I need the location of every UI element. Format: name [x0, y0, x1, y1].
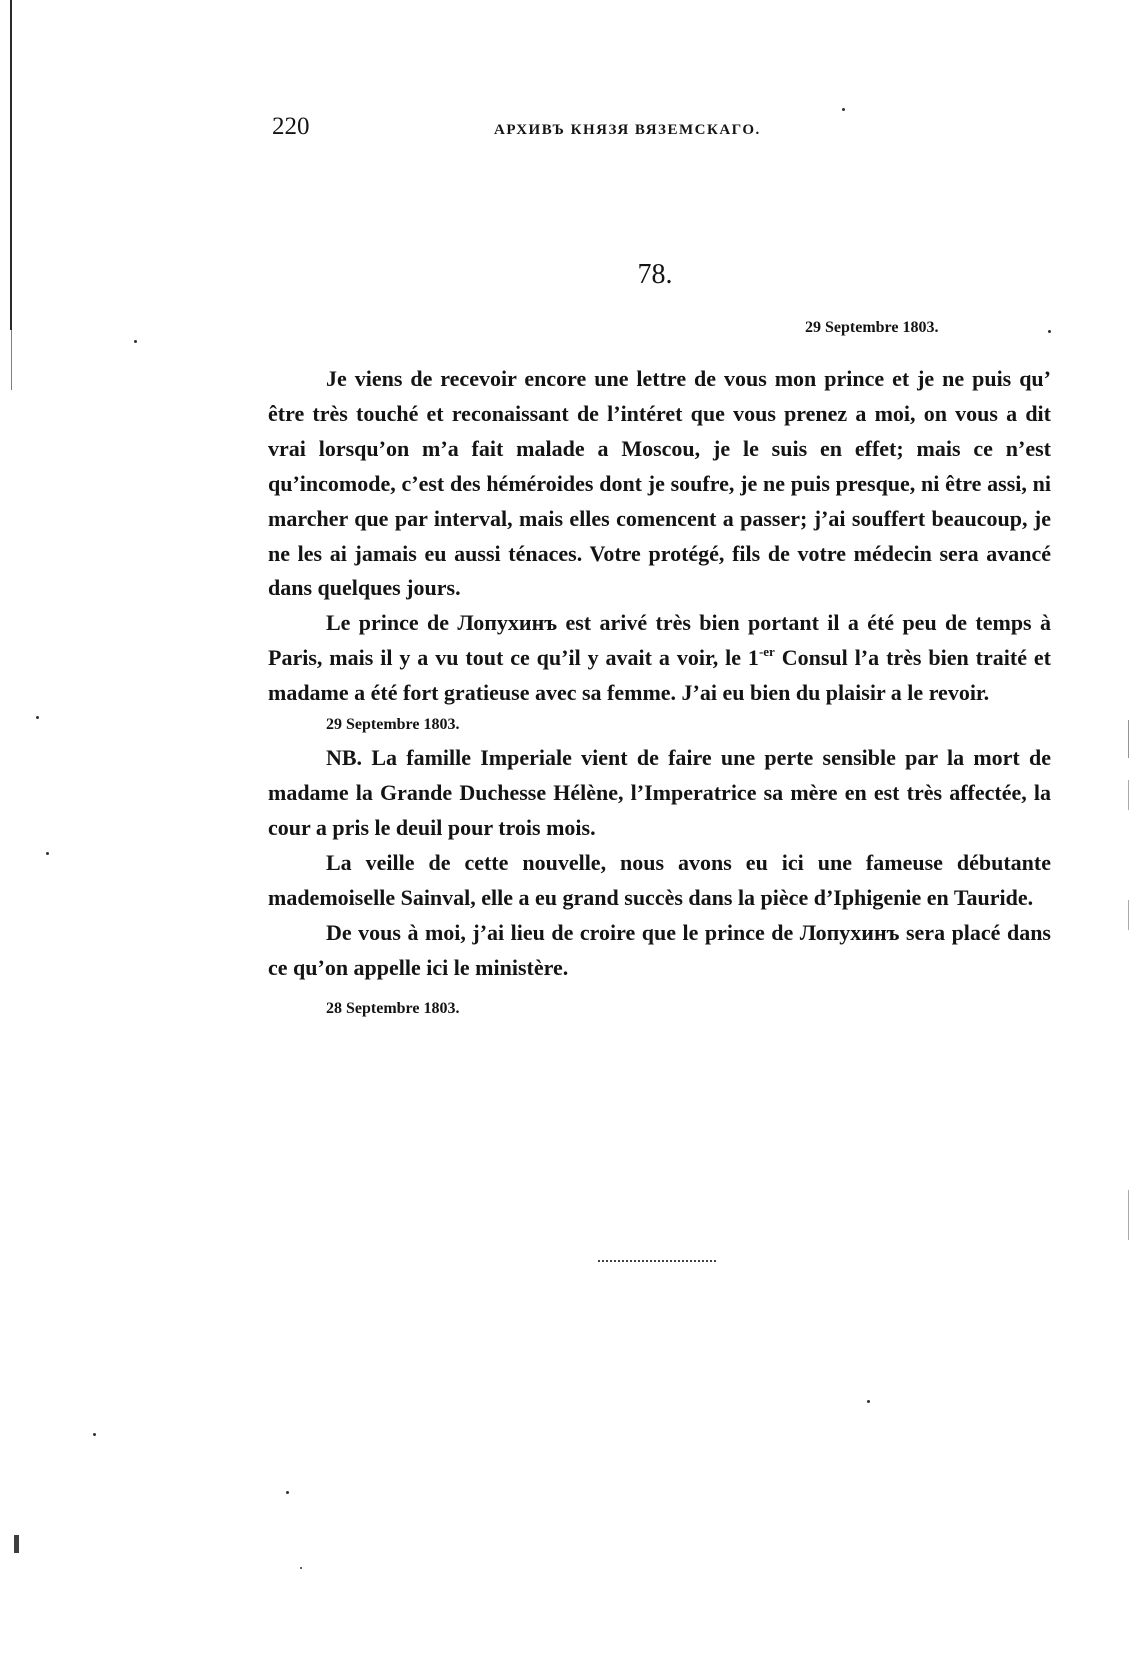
running-header — [272, 112, 832, 148]
speck — [93, 1433, 96, 1436]
dateline: 28 Septembre 1803. — [326, 1000, 460, 1018]
letter-number: 78. — [637, 259, 673, 290]
paragraph: De vous à moi, j’ai lieu de croire que le prince de Лопухинъ sera placé dans ce qu’on appelle ici le ministère. — [268, 919, 1051, 980]
nb-paragraph: NB. La famille Imperiale vient de faire une perte sensible par la mort de madame la Grande Duchesse Hélène, l’Imperatrice sa mère en est très affectée, la cour a pris le deuil pour trois mois. — [268, 745, 1051, 840]
speck — [134, 340, 137, 343]
paragraph: La veille de cette nouvelle, nous avons eu ici une fameuse débutante mademoiselle Sainval, elle a eu grand succès dans la pièce d’Iphigenie en Tauride. — [268, 849, 1051, 910]
left-edge-mark — [14, 1535, 19, 1553]
speck — [46, 852, 49, 855]
speck — [286, 1491, 289, 1494]
letter-date: 29 Septembre 1803. — [805, 319, 939, 336]
end-ornament — [598, 1260, 716, 1266]
right-rule-mark — [1128, 720, 1129, 758]
paragraph-text: Le prince de Лопухинъ est arivé très bien portant il a été peu de temps à Paris, mais il y a vu tout ce qu’il y avait a voir, le 1 — [268, 610, 1051, 671]
paragraph — [268, 606, 1051, 711]
paragraph: Je viens de recevoir encore une lettre de vous mon prince et je ne puis qu’ être très touché et reconaissant de l’intéret que vous prenez a moi, on vous a dit vrai lorsqu’on m’a fait malade a Moscou, je le suis en effet; mais ce n’est qu’incomode, c’est des héméroides dont je soufre, je ne puis presque, ni être assi, ni marcher que par interval, mais elles comencent a passer; j’ai souffert beaucoup, je ne les ai jamais eu aussi ténaces. Votre protégé, fils de votre médecin sera avancé dans quelques jours. — [268, 366, 1051, 601]
speck — [36, 716, 39, 719]
letter-body — [268, 362, 1051, 1025]
binding-edge-line-lower — [11, 330, 12, 390]
speck — [842, 108, 845, 111]
dateline: 29 Septembre 1803. — [326, 716, 460, 734]
page-number: 220 — [272, 113, 310, 140]
ordinal-superscript: -er — [758, 644, 775, 660]
running-title: АРХИВЪ КНЯЗЯ ВЯЗЕМСКАГО. — [494, 122, 761, 138]
right-rule-mark — [1128, 780, 1129, 810]
speck — [1048, 330, 1051, 333]
right-rule-mark — [1128, 900, 1129, 930]
paragraph-text: Consul l’a très bien traité et madame a été fort gratieuse avec sa femme. J’ai eu bien du plaisir a le revoir. — [268, 645, 1051, 706]
speck — [300, 1567, 302, 1569]
speck — [867, 1400, 870, 1403]
right-rule-mark — [1128, 1190, 1129, 1240]
